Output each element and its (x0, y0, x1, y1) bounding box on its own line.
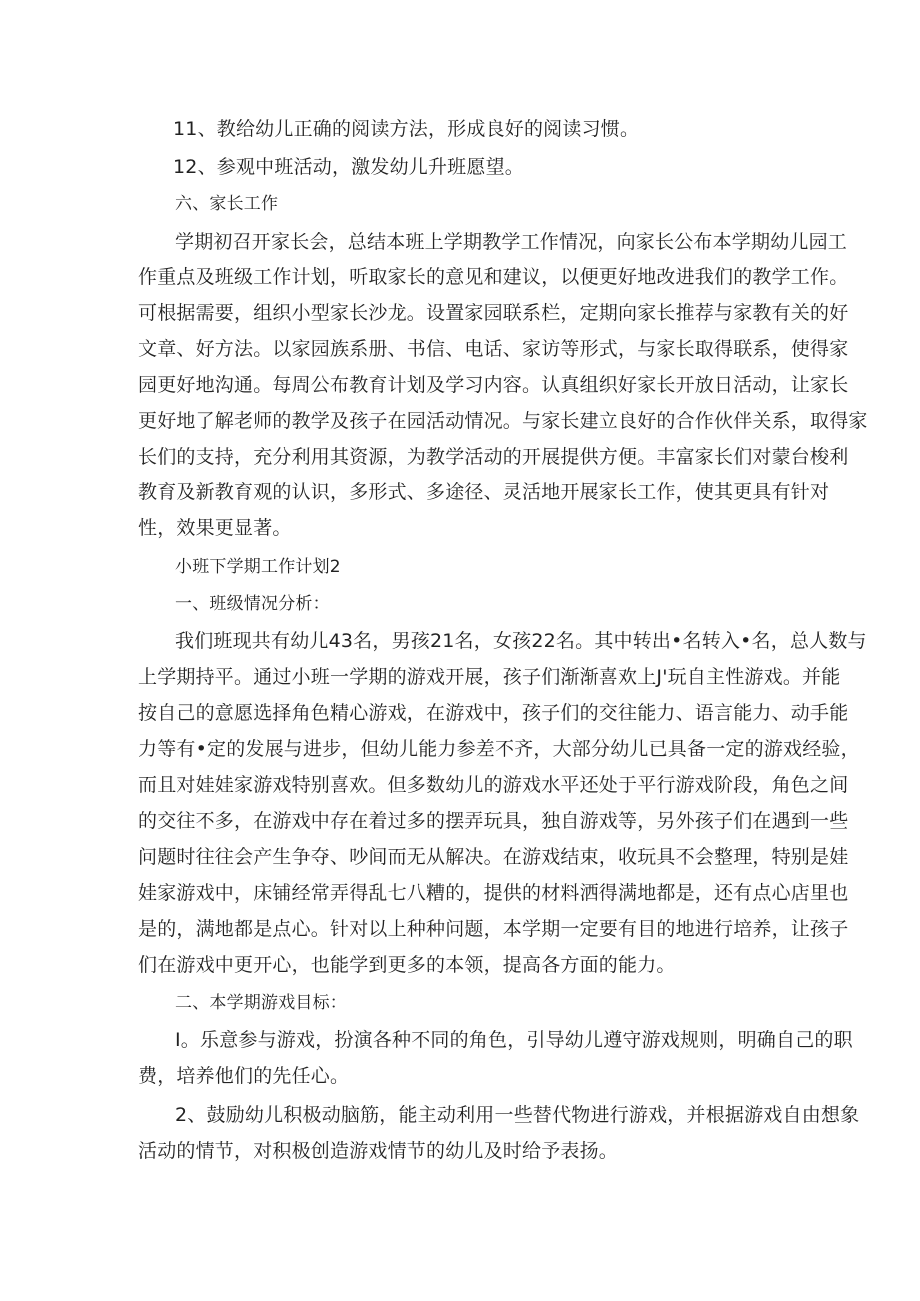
parent-work-line: 学期初召开家长会，总结本班上学期教学工作情况，向家长公布本学期幼儿园工 (175, 231, 848, 253)
parent-work-line: 长们的支持，充分利用其资源，为教学活动的开展提供方便。丰富家长们对蒙台梭利 (138, 446, 849, 468)
section-six-heading: 六、家长工作 (175, 194, 279, 214)
parent-work-line: 教育及新教育观的认识，多形式、多途径、灵活地开展家长工作，使其更具有针对 (138, 481, 830, 503)
class-analysis-line: 们在游戏中更开心，也能学到更多的本领，提高各方面的能力。 (138, 954, 676, 976)
parent-work-line: 可根据需要，组织小型家长沙龙。设置家园联系栏，定期向家长推荐与家教有关的好 (138, 302, 849, 324)
parent-work-line: 更好地了解老师的教学及孩子在园活动情况。与家长建立良好的合作伙伴关系，取得家 (138, 410, 868, 432)
section-two-heading: 二、本学期游戏目标： (175, 993, 347, 1013)
goal-1-line: 费，培养他们的先任心。 (138, 1065, 350, 1087)
class-analysis-line: 我们班现共有幼儿43名，男孩21名，女孩22名。其中转出•名转入•名，总人数与 (175, 630, 867, 652)
parent-work-line: 性，效果更显著。 (138, 517, 292, 539)
class-analysis-line: 是的，满地都是点心。针对以上种种问题，本学期一定要有目的地进行培养，让孩子 (138, 918, 849, 940)
class-analysis-line: 上学期持平。通过小班一学期的游戏开展，孩子们渐渐喜欢上J'玩自主性游戏。并能 (138, 666, 841, 688)
class-analysis-line: 而且对娃娃家游戏特别喜欢。但多数幼儿的游戏水平还处于平行游戏阶段，角色之间 (138, 774, 849, 796)
plan2-title: 小班下学期工作计划2 (175, 557, 341, 577)
goal-1-line: I。乐意参与游戏，扮演各种不同的角色，引导幼儿遵守游戏规则，明确自己的职 (175, 1029, 853, 1051)
parent-work-line: 作重点及班级工作计划，听取家长的意见和建议，以便更好地改进我们的教学工作。 (138, 266, 849, 288)
class-analysis-line: 问题时往往会产生争夺、吵间而无从解决。在游戏结束，收玩具不会整理，特别是娃 (138, 846, 849, 868)
section-one-heading: 一、班级情况分析： (175, 594, 330, 614)
class-analysis-line: 力等有•定的发展与进步，但幼儿能力参差不齐，大部分幼儿已具备一定的游戏经验， (138, 738, 860, 760)
goal-2-line: 活动的情节，对积极创造游戏情节的幼儿及时给予表扬。 (138, 1140, 619, 1162)
list-item-11: 11、教给幼儿正确的阅读方法，形成良好的阅读习惯。 (173, 118, 640, 140)
goal-2-line: 2、鼓励幼儿积极动脑筋，能主动利用一些替代物进行游戏，并根据游戏自由想象 (175, 1104, 860, 1126)
parent-work-line: 园更好地沟通。每周公布教育计划及学习内容。认真组织好家长开放日活动，让家长 (138, 374, 849, 396)
parent-work-line: 文章、好方法。以家园族系册、书信、电话、家访等形式，与家长取得联系，使得家 (138, 338, 849, 360)
class-analysis-line: 娃家游戏中，床铺经常弄得乱七八糟的，提供的材料洒得满地都是，还有点心店里也 (138, 882, 849, 904)
class-analysis-line: 的交往不多，在游戏中存在着过多的摆弄玩具，独自游戏等，另外孩子们在遇到一些 (138, 810, 849, 832)
class-analysis-line: 按自己的意愿选择角色精心游戏，在游戏中，孩子们的交往能力、语言能力、动手能 (138, 702, 849, 724)
list-item-12: 12、参观中班活动，激发幼儿升班愿望。 (173, 156, 524, 178)
